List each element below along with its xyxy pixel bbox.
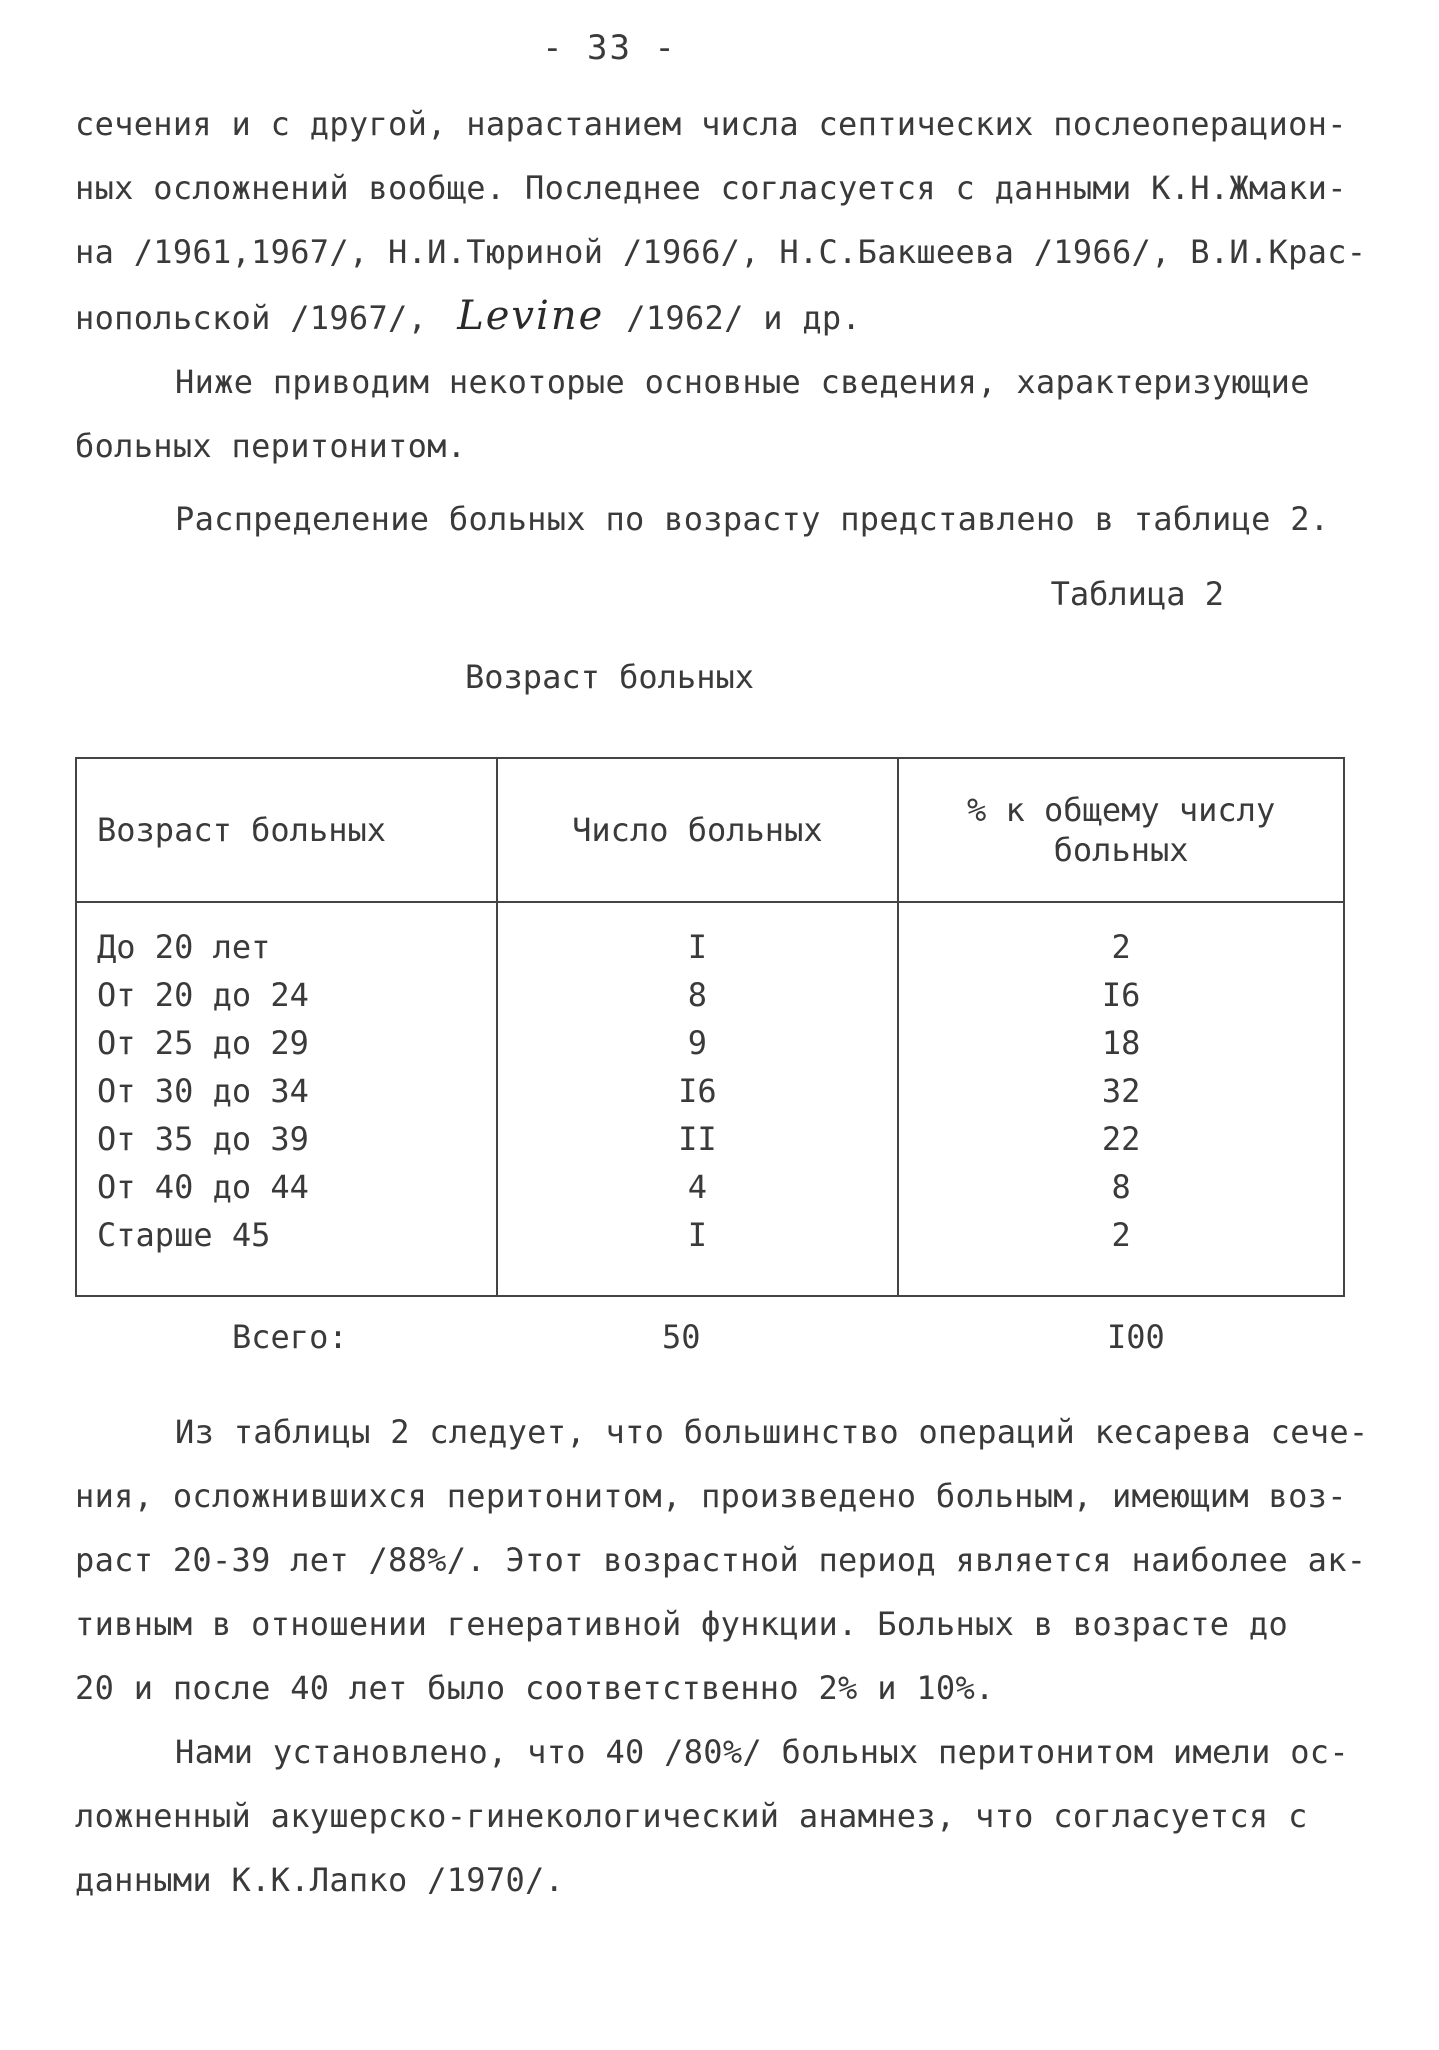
paragraph-2-line-1-text: Ниже приводим некоторые основные сведения, характеризующие [175, 363, 1310, 401]
cell-percent: 8 [898, 1163, 1344, 1211]
cell-age: От 25 до 29 [76, 1019, 497, 1067]
header-percent-line-2: больных [1053, 831, 1189, 869]
table-label: Таблица 2 [1050, 575, 1224, 613]
cell-age: От 20 до 24 [76, 971, 497, 1019]
table-row [76, 902, 1344, 971]
table-row [76, 1019, 1344, 1067]
page-number: - 33 - [542, 28, 677, 68]
cell-percent: 18 [898, 1019, 1344, 1067]
paragraph-4-line-3: раст 20-39 лет /88%/. Этот возрастной период является наиболее ак- [75, 1541, 1367, 1579]
table-header-row [76, 758, 1344, 902]
paragraph-2 [75, 350, 1365, 478]
header-age: Возраст больных [76, 758, 497, 902]
paragraph-4-line-5: 20 и после 40 лет было соответственно 2% и 10%. [75, 1669, 995, 1707]
handwritten-name: Levine [457, 293, 605, 339]
paragraph-3 [75, 487, 1365, 551]
cell-age: Старше 45 [76, 1211, 497, 1296]
paragraph-4-line-4: тивным в отношении генеративной функции. Больных в возрасте до [75, 1605, 1289, 1643]
header-count: Число больных [497, 758, 899, 902]
cell-percent: 2 [898, 902, 1344, 971]
cell-age: От 30 до 34 [76, 1067, 497, 1115]
paragraph-1-line-4-after: /1962/ и др. [626, 299, 862, 337]
paragraph-5-line-3: данными К.К.Лапко /1970/. [75, 1861, 565, 1899]
paragraph-1-line-4 [75, 284, 1365, 350]
cell-count: 8 [497, 971, 899, 1019]
table-row [76, 1163, 1344, 1211]
paragraph-3-text: Распределение больных по возрасту представлено в таблице 2. [175, 500, 1330, 538]
cell-count: 4 [497, 1163, 899, 1211]
age-table [75, 757, 1345, 1297]
paragraph-1-line-2: ных осложнений вообще. Последнее согласуется с данными К.Н.Жмаки- [75, 169, 1347, 207]
paragraph-4-line-1-text: Из таблицы 2 следует, что большинство операций кесарева сече- [175, 1413, 1369, 1451]
table-title: Возраст больных [465, 658, 754, 696]
total-label: Всего: [232, 1318, 348, 1356]
table-row [76, 971, 1344, 1019]
cell-percent: 22 [898, 1115, 1344, 1163]
total-percent: I00 [1107, 1318, 1165, 1356]
cell-percent: I6 [898, 971, 1344, 1019]
paragraph-4-line-2: ния, осложнившихся перитонитом, произведено больным, имеющим воз- [75, 1477, 1347, 1515]
paragraph-2-line-1 [75, 350, 1365, 414]
paragraph-4 [75, 1400, 1369, 1720]
header-percent [898, 758, 1344, 902]
cell-count: I [497, 1211, 899, 1296]
cell-count: I6 [497, 1067, 899, 1115]
cell-age: До 20 лет [76, 902, 497, 971]
cell-count: I [497, 902, 899, 971]
table-row [76, 1115, 1344, 1163]
table-row [76, 1211, 1344, 1296]
paragraph-4-line-1 [75, 1400, 1369, 1464]
header-percent-line-1: % к общему числу [966, 791, 1276, 829]
total-count: 50 [662, 1318, 701, 1356]
paragraph-5-line-2: ложненный акушерско-гинекологический анамнез, что согласуется с [75, 1797, 1308, 1835]
paragraph-2-line-2: больных перитонитом. [75, 427, 467, 465]
cell-count: 9 [497, 1019, 899, 1067]
paragraph-1-line-4-before: нопольской /1967/, [75, 299, 428, 337]
paragraph-1 [75, 92, 1365, 350]
cell-percent: 2 [898, 1211, 1344, 1296]
paragraph-5-line-1 [75, 1720, 1365, 1784]
cell-age: От 35 до 39 [76, 1115, 497, 1163]
table-row [76, 1067, 1344, 1115]
cell-percent: 32 [898, 1067, 1344, 1115]
paragraph-5 [75, 1720, 1365, 1912]
paragraph-1-line-1: сечения и с другой, нарастанием числа септических послеоперацион- [75, 105, 1347, 143]
paragraph-1-line-3: на /1961,1967/, Н.И.Тюриной /1966/, Н.С.Бакшеева /1966/, В.И.Крас- [75, 233, 1367, 271]
paragraph-3-line-1 [75, 487, 1365, 551]
paragraph-5-line-1-text: Нами установлено, что 40 /80%/ больных перитонитом имели ос- [175, 1733, 1349, 1771]
cell-count: II [497, 1115, 899, 1163]
cell-age: От 40 до 44 [76, 1163, 497, 1211]
